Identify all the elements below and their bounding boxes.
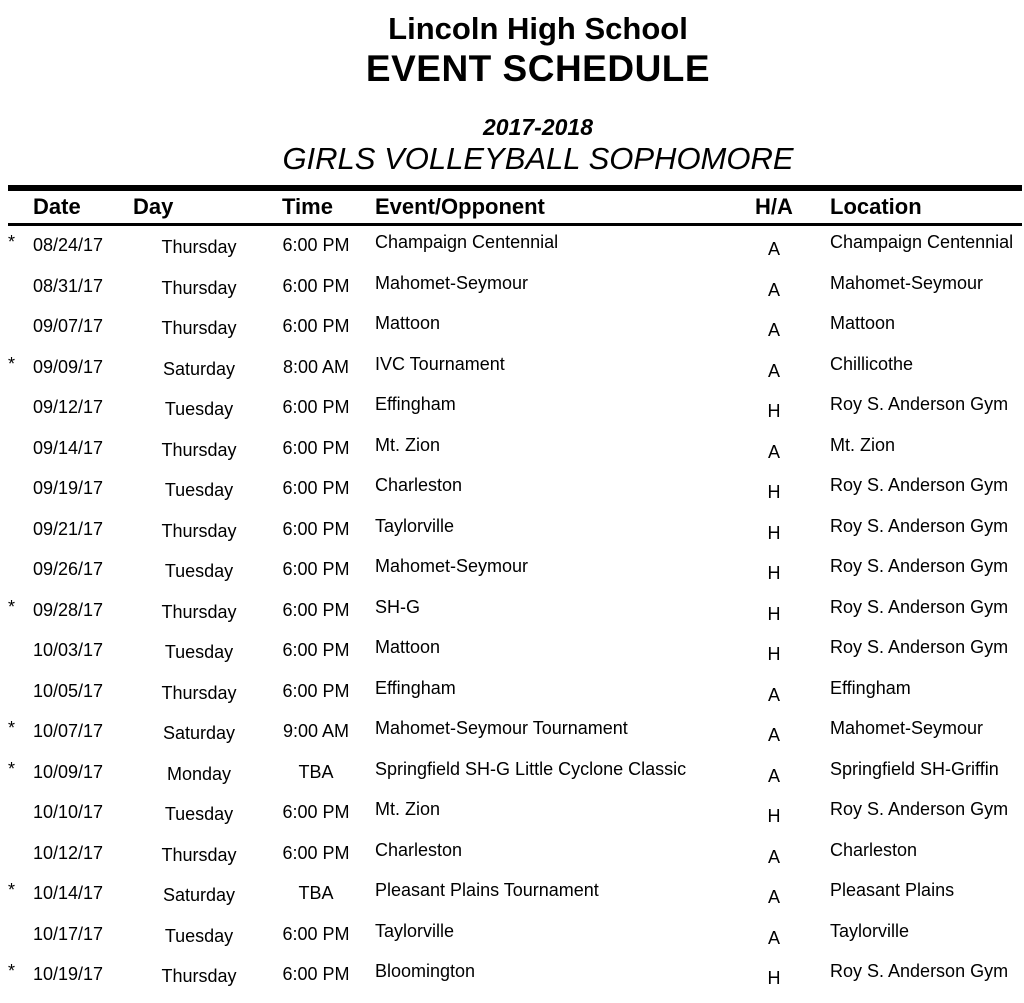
time-cell: 6:00 PM (282, 559, 350, 579)
day-cell: Thursday (161, 318, 237, 338)
conference-star-marker: * (8, 232, 16, 252)
table-row (8, 834, 1022, 875)
conference-star-marker (8, 425, 33, 466)
column-header-star-spacer (8, 191, 33, 223)
time-cell: 8:00 AM (282, 356, 350, 377)
table-row (8, 307, 1022, 348)
home-away-cell: A (767, 279, 780, 300)
location-cell: Charleston (830, 839, 918, 860)
table-row (8, 348, 1022, 389)
table-row (8, 267, 1022, 308)
location-cell: Mahomet-Seymour (830, 718, 984, 738)
time-cell: 6:00 PM (282, 680, 350, 701)
table-row (8, 510, 1022, 551)
date-cell: 10/09/17 (33, 761, 104, 782)
table-row (8, 672, 1022, 713)
day-cell: Thursday (161, 601, 237, 622)
day-cell: Saturday (162, 358, 236, 379)
conference-star-marker (8, 789, 33, 830)
day-cell: Tuesday (164, 561, 234, 581)
location-cell: Chillicothe (830, 353, 914, 374)
home-away-cell: A (767, 725, 780, 745)
time-cell: 6:00 PM (282, 923, 350, 944)
location-cell: Mattoon (830, 313, 896, 333)
event-opponent-cell: Mattoon (375, 313, 441, 333)
home-away-cell: H (767, 806, 781, 826)
event-opponent-cell: Bloomington (375, 961, 476, 981)
home-away-cell: A (767, 441, 780, 462)
time-cell: 6:00 PM (282, 599, 350, 620)
event-opponent-cell: Mahomet-Seymour Tournament (375, 718, 628, 738)
event-opponent-cell: Mt. Zion (375, 434, 441, 455)
time-cell: 6:00 PM (282, 275, 350, 296)
event-opponent-cell: Mahomet-Seymour (375, 556, 529, 576)
time-cell: 6:00 PM (282, 235, 350, 255)
home-away-cell: A (767, 684, 780, 705)
school-name: Lincoln High School (388, 11, 688, 46)
day-cell: Thursday (161, 844, 237, 865)
day-cell: Tuesday (164, 804, 234, 824)
column-header-time: Time (282, 194, 333, 219)
date-cell: 09/28/17 (33, 599, 104, 620)
home-away-cell: A (767, 320, 780, 340)
column-header-event: Event/Opponent (375, 194, 545, 219)
table-row (8, 793, 1022, 834)
home-away-cell: H (767, 968, 781, 988)
home-away-cell: A (767, 239, 780, 259)
event-opponent-cell: Springfield SH-G Little Cyclone Classic (375, 758, 687, 779)
date-cell: 09/26/17 (33, 559, 104, 579)
home-away-cell: A (767, 887, 780, 907)
table-row (8, 226, 1022, 267)
conference-star-marker (8, 506, 33, 547)
day-cell: Tuesday (164, 925, 234, 946)
date-cell: 10/07/17 (33, 721, 104, 741)
home-away-cell: H (767, 482, 781, 502)
day-cell: Thursday (161, 439, 237, 460)
date-cell: 09/12/17 (33, 397, 104, 417)
schedule-table-body (0, 226, 1024, 996)
date-cell: 09/21/17 (33, 518, 104, 539)
event-opponent-cell: Mt. Zion (375, 799, 441, 819)
time-cell: 6:00 PM (282, 478, 350, 498)
date-cell: 09/07/17 (33, 316, 104, 336)
date-cell: 08/31/17 (33, 275, 104, 296)
home-away-cell: A (767, 765, 780, 786)
event-opponent-cell: Mahomet-Seymour (375, 272, 529, 293)
column-header-date: Date (33, 194, 81, 219)
day-cell: Tuesday (164, 399, 234, 419)
time-cell: 6:00 PM (282, 316, 350, 336)
home-away-cell: A (767, 846, 780, 867)
location-cell: Roy S. Anderson Gym (830, 799, 1009, 819)
location-cell: Roy S. Anderson Gym (830, 475, 1009, 495)
conference-star-marker: * (8, 353, 16, 374)
time-cell: 6:00 PM (282, 397, 350, 417)
date-cell: 09/19/17 (33, 478, 104, 498)
time-cell: 9:00 AM (282, 721, 350, 741)
day-cell: Thursday (161, 966, 237, 986)
date-cell: 10/12/17 (33, 842, 104, 863)
conference-star-marker (8, 911, 33, 952)
date-cell: 10/19/17 (33, 964, 104, 984)
table-row (8, 915, 1022, 956)
event-opponent-cell: Charleston (375, 839, 463, 860)
conference-star-marker (8, 546, 33, 587)
conference-star-marker: * (8, 758, 16, 779)
page-header (52, 10, 1024, 176)
day-cell: Tuesday (164, 480, 234, 500)
table-row (8, 469, 1022, 510)
conference-star-marker (8, 668, 33, 709)
column-header-day: Day (133, 194, 174, 219)
conference-star-marker (8, 465, 33, 506)
location-cell: Roy S. Anderson Gym (830, 556, 1009, 576)
date-cell: 10/03/17 (33, 640, 104, 660)
event-opponent-cell: Pleasant Plains Tournament (375, 880, 599, 900)
day-cell: Thursday (161, 682, 237, 703)
date-cell: 09/09/17 (33, 356, 104, 377)
conference-star-marker: * (8, 718, 16, 738)
team-name: GIRLS VOLLEYBALL SOPHOMORE (282, 141, 794, 176)
day-cell: Saturday (162, 885, 236, 905)
event-opponent-cell: Taylorville (375, 515, 455, 536)
time-cell: 6:00 PM (282, 518, 350, 539)
day-cell: Thursday (161, 237, 237, 257)
event-schedule-title: EVENT SCHEDULE (365, 48, 711, 89)
time-cell: TBA (298, 883, 334, 903)
day-cell: Tuesday (164, 642, 234, 662)
home-away-cell: H (767, 563, 781, 583)
season-years: 2017-2018 (483, 114, 593, 140)
event-opponent-cell: Effingham (375, 394, 456, 414)
table-row (8, 631, 1022, 672)
date-cell: 10/10/17 (33, 802, 104, 822)
table-row (8, 712, 1022, 753)
home-away-cell: H (767, 644, 781, 664)
day-cell: Saturday (162, 723, 236, 743)
event-opponent-cell: Effingham (375, 677, 456, 698)
conference-star-marker (8, 263, 33, 304)
date-cell: 10/14/17 (33, 883, 104, 903)
location-cell: Roy S. Anderson Gym (830, 394, 1009, 414)
time-cell: 6:00 PM (282, 964, 350, 984)
conference-star-marker (8, 384, 33, 425)
date-cell: 09/14/17 (33, 437, 104, 458)
location-cell: Springfield SH-Griffin (830, 758, 999, 779)
event-opponent-cell: Taylorville (375, 920, 455, 941)
location-cell: Taylorville (830, 920, 910, 941)
conference-star-marker (8, 627, 33, 668)
day-cell: Thursday (161, 520, 237, 541)
conference-star-marker: * (8, 961, 16, 981)
conference-star-marker (8, 830, 33, 871)
event-opponent-cell: Charleston (375, 475, 463, 495)
time-cell: TBA (298, 761, 334, 782)
table-header-row (8, 191, 1022, 223)
event-opponent-cell: Champaign Centennial (375, 232, 559, 252)
event-opponent-cell: SH-G (375, 596, 420, 617)
location-cell: Mahomet-Seymour (830, 272, 984, 293)
date-cell: 10/17/17 (33, 923, 104, 944)
table-row (8, 429, 1022, 470)
time-cell: 6:00 PM (282, 640, 350, 660)
time-cell: 6:00 PM (282, 842, 350, 863)
table-row (8, 591, 1022, 632)
column-header-location: Location (830, 194, 922, 219)
event-opponent-cell: IVC Tournament (375, 353, 505, 374)
location-cell: Champaign Centennial (830, 232, 1014, 252)
time-cell: 6:00 PM (282, 437, 350, 458)
table-row (8, 550, 1022, 591)
time-cell: 6:00 PM (282, 802, 350, 822)
table-row (8, 388, 1022, 429)
home-away-cell: H (767, 603, 781, 624)
home-away-cell: H (767, 401, 781, 421)
home-away-cell: A (767, 360, 780, 381)
conference-star-marker: * (8, 596, 16, 617)
event-opponent-cell: Mattoon (375, 637, 441, 657)
date-cell: 08/24/17 (33, 235, 104, 255)
location-cell: Mt. Zion (830, 434, 896, 455)
location-cell: Effingham (830, 677, 911, 698)
location-cell: Roy S. Anderson Gym (830, 637, 1009, 657)
date-cell: 10/05/17 (33, 680, 104, 701)
table-row (8, 955, 1022, 996)
day-cell: Monday (166, 763, 232, 784)
day-cell: Thursday (161, 277, 237, 298)
column-header-home-away: H/A (755, 194, 793, 219)
location-cell: Roy S. Anderson Gym (830, 596, 1009, 617)
location-cell: Pleasant Plains (830, 880, 955, 900)
conference-star-marker: * (8, 880, 16, 900)
location-cell: Roy S. Anderson Gym (830, 515, 1009, 536)
conference-star-marker (8, 303, 33, 344)
table-row (8, 753, 1022, 794)
table-row (8, 874, 1022, 915)
home-away-cell: A (767, 927, 780, 948)
home-away-cell: H (767, 522, 781, 543)
location-cell: Roy S. Anderson Gym (830, 961, 1009, 981)
